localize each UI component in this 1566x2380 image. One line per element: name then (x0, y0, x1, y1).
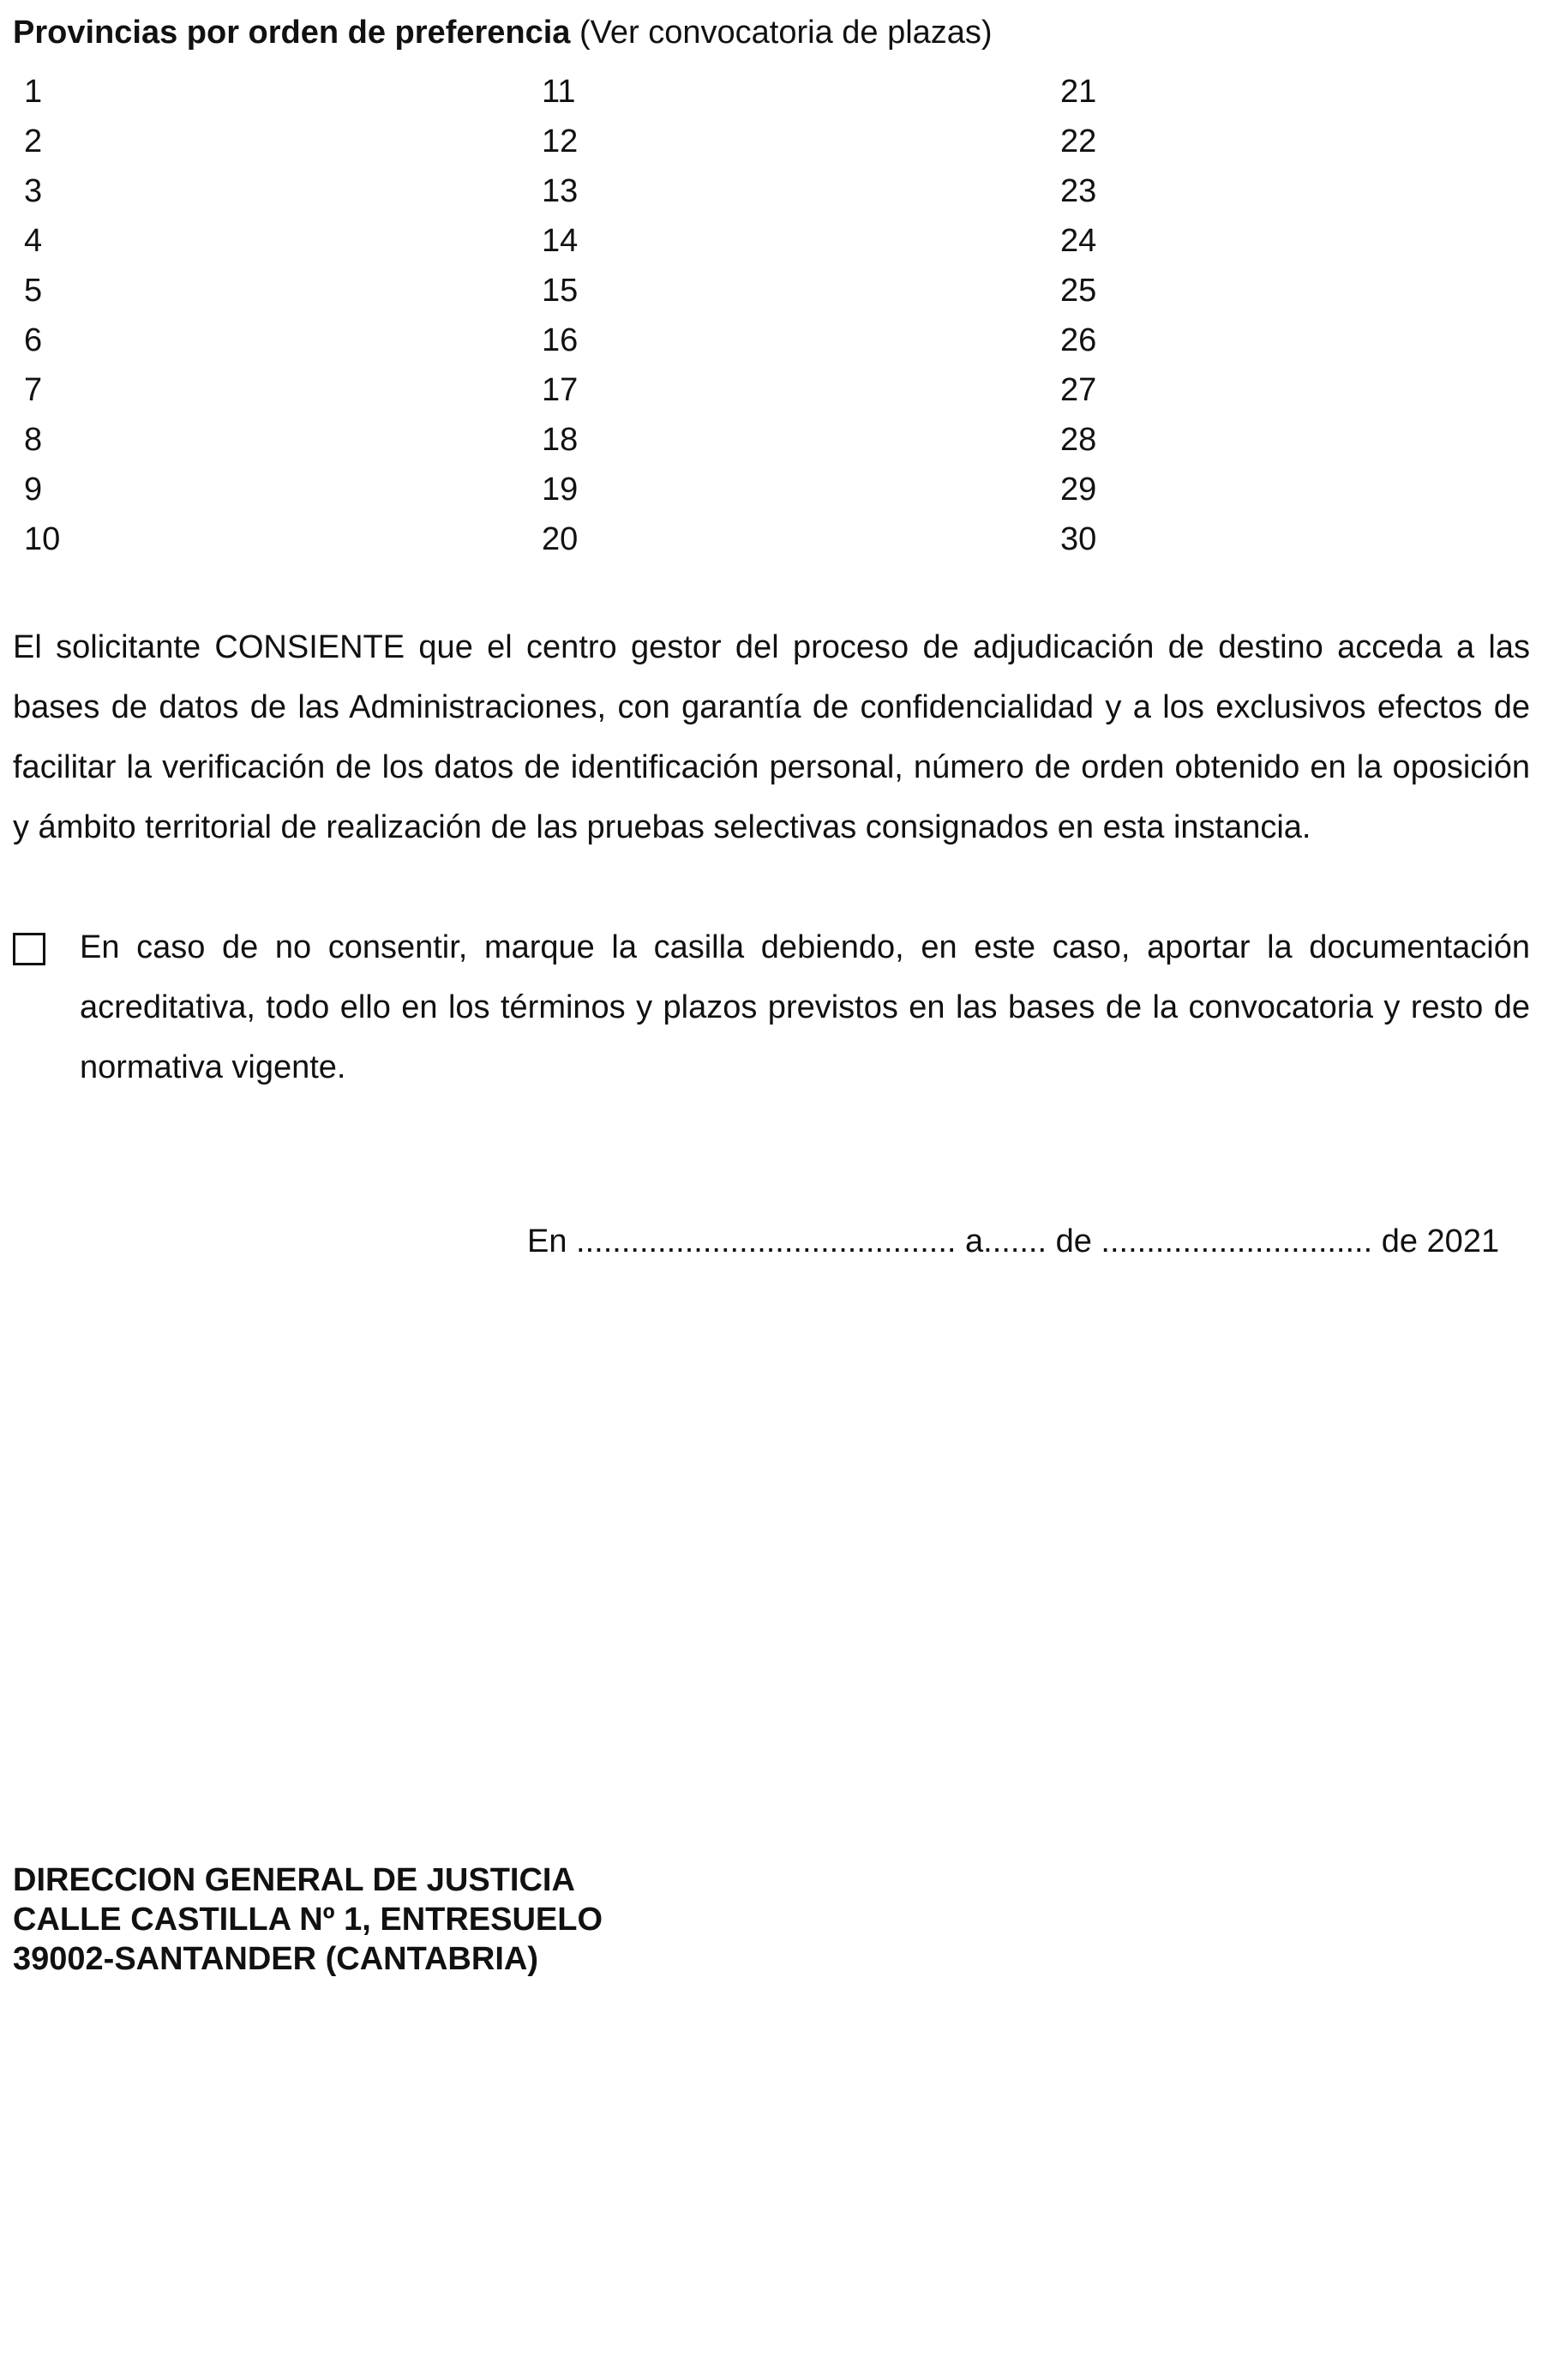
preference-number: 12 (542, 123, 579, 159)
preference-number: 1 (24, 74, 43, 110)
preference-number: 14 (542, 223, 579, 259)
preference-number: 3 (24, 173, 43, 209)
preference-number: 19 (542, 472, 579, 508)
preference-number: 9 (24, 472, 43, 508)
preferences-heading-title: Provincias por orden de preferencia (13, 15, 571, 51)
preference-number: 10 (24, 521, 61, 557)
place-date-line: En .......................................... a....... de .............................. de 2021 (527, 1223, 1500, 1259)
preference-number: 4 (24, 223, 43, 259)
recipient-address (13, 1860, 603, 1979)
address-line-2: CALLE CASTILLA Nº 1, ENTRESUELO (13, 1902, 603, 1938)
no-consent-text: En caso de no consentir, marque la casilla debiendo, en este caso, aportar la documentación acreditativa, todo ello en los términos y plazos previstos en las bases de la convocatoria y resto de normativa vigente. (80, 929, 1530, 1085)
preference-column-1 (24, 67, 60, 564)
preference-number: 7 (24, 372, 43, 408)
preference-number: 6 (24, 322, 43, 358)
preference-number: 24 (1060, 223, 1097, 259)
preference-number: 28 (1060, 422, 1097, 458)
address-line-1: DIRECCION GENERAL DE JUSTICIA (13, 1862, 575, 1898)
preference-number: 29 (1060, 472, 1097, 508)
preference-number: 15 (542, 273, 579, 309)
preference-number: 30 (1060, 521, 1097, 557)
preference-column-3 (1060, 67, 1096, 564)
preference-number: 11 (542, 74, 576, 110)
preference-column-2 (542, 67, 578, 564)
address-line-3: 39002-SANTANDER (CANTABRIA) (13, 1941, 538, 1977)
preferences-heading (13, 9, 993, 57)
consent-paragraph: El solicitante CONSIENTE que el centro gestor del proceso de adjudicación de destino acceda a las bases de datos de las Administraciones, con garantía de confidencialidad y a los exclusivos efectos de facilitar la verificación de los datos de identificación personal, número de orden obtenido en la oposición y ámbito territorial de realización de las pruebas selectivas consignados en esta instancia. (13, 629, 1530, 845)
no-consent-option (13, 917, 1530, 1106)
no-consent-checkbox[interactable] (13, 933, 45, 965)
province-preference-grid (0, 67, 1566, 564)
preference-number: 25 (1060, 273, 1097, 309)
preferences-heading-note: (Ver convocatoria de plazas) (570, 15, 993, 51)
preference-number: 13 (542, 173, 579, 209)
preference-number: 2 (24, 123, 43, 159)
preference-number: 23 (1060, 173, 1097, 209)
preference-number: 16 (542, 322, 579, 358)
preference-number: 17 (542, 372, 579, 408)
preference-number: 21 (1060, 74, 1097, 110)
preference-number: 8 (24, 422, 43, 458)
preference-number: 27 (1060, 372, 1097, 408)
preference-number: 26 (1060, 322, 1097, 358)
preference-number: 5 (24, 273, 43, 309)
preference-number: 22 (1060, 123, 1097, 159)
preference-number: 18 (542, 422, 579, 458)
preference-number: 20 (542, 521, 579, 557)
